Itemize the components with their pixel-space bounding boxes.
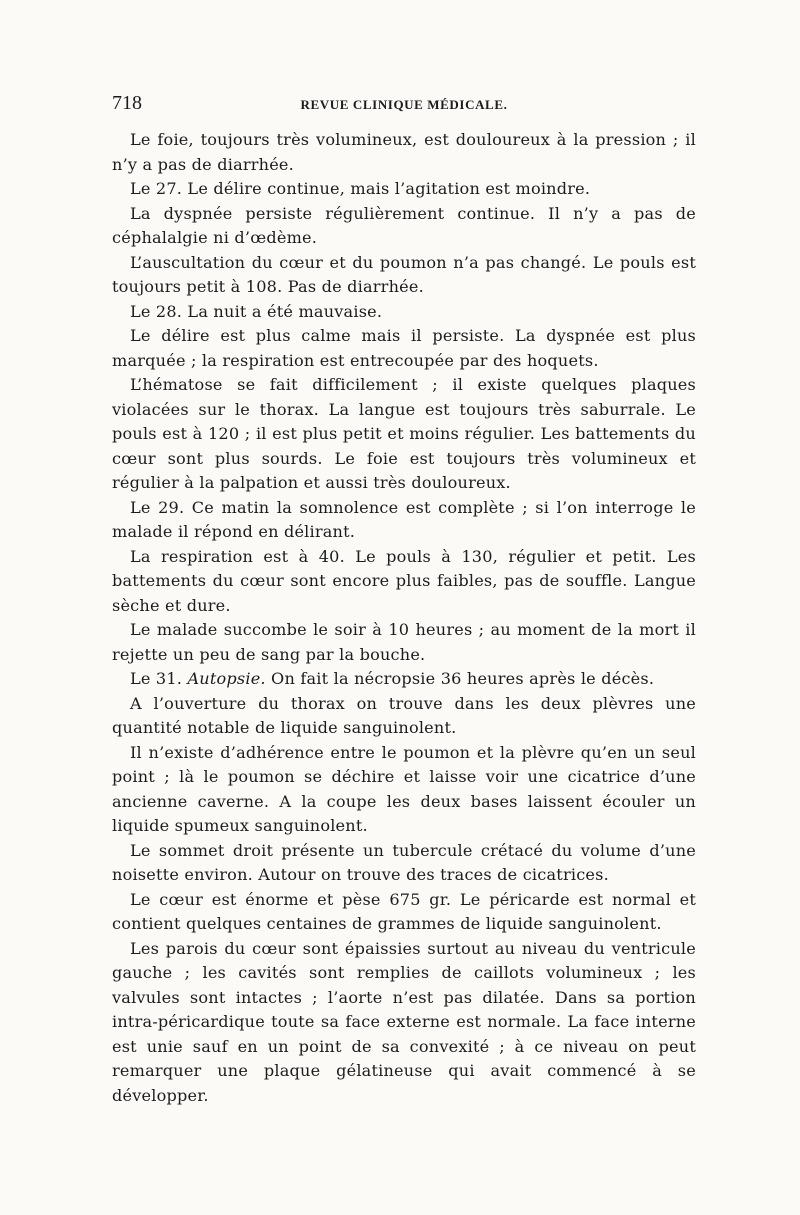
paragraph-autopsy <box>112 667 696 692</box>
page-header <box>112 92 696 122</box>
paragraph: A l’ouverture du thorax on trouve dans les deux plèvres une quantité notable de liquide sanguinolent. <box>112 693 696 737</box>
paragraph: Le cœur est énorme et pèse 675 gr. Le péricarde est normal et contient quelques centaines de grammes de liquide sanguinolent. <box>112 889 696 933</box>
paragraph: La dyspnée persiste régulièrement continue. Il n’y a pas de céphalalgie ni d’œdème. <box>112 203 696 247</box>
paragraph: Le foie, toujours très volumineux, est douloureux à la pression ; il n’y a pas de diarrhée. <box>112 130 696 174</box>
paragraph: L’auscultation du cœur et du poumon n’a pas changé. Le pouls est toujours petit à 108. Pas de diarrhée. <box>112 252 696 296</box>
paragraph: Le 28. La nuit a été mauvaise. <box>130 301 383 321</box>
paragraph: La respiration est à 40. Le pouls à 130, régulier et petit. Les battements du cœur sont encore plus faibles, pas de souffle. Langue sèche et dure. <box>112 546 696 615</box>
paragraph: Le 27. Le délire continue, mais l’agitation est moindre. <box>130 179 591 198</box>
paragraph: Le malade succombe le soir à 10 heures ; au moment de la mort il rejette un peu de sang par la bouche. <box>112 620 696 664</box>
paragraph: Il n’existe d’adhérence entre le poumon et la plèvre qu’en un seul point ; là le poumon se déchire et laisse voir une cicatrice d’une ancienne caverne. A la coupe les deux bases laissent écouler un liquide spumeux sanguinolent. <box>112 742 696 835</box>
running-title: REVUE CLINIQUE MÉDICALE. <box>300 97 508 112</box>
page-number: 718 <box>112 92 142 114</box>
paragraph: Les parois du cœur sont épaissies surtout au niveau du ventricule gauche ; les cavités sont remplies de caillots volumineux ; les valvules sont intactes ; l’aorte n’est pas dilatée. Dans sa portion intra-péricardique toute sa face externe est normale. La face interne est unie sauf en un point de sa convexité ; à ce niveau on peut remarquer une plaque gélatineuse qui avait commencé à se développer. <box>112 938 696 1105</box>
paragraph-rest: On fait la nécropsie 36 heures après le décès. <box>265 669 655 688</box>
paragraph: L’hématose se fait difficilement ; il existe quelques plaques violacées sur le thorax. La langue est toujours très saburrale. Le pouls est à 120 ; il est plus petit et moins régulier. Les battements du cœur sont plus sourds. Le foie est toujours très volumineux et régulier à la palpation et aussi très douloureux. <box>112 375 696 492</box>
body-text <box>112 128 696 1108</box>
autopsy-heading: Autopsie. <box>187 669 266 688</box>
paragraph: Le sommet droit présente un tubercule crétacé du volume d’une noisette environ. Autour on trouve des traces de cicatrices. <box>112 840 696 884</box>
date-lead: Le 31. <box>130 669 188 688</box>
paragraph: Le 29. Ce matin la somnolence est complète ; si l’on interroge le malade il répond en délirant. <box>112 497 696 541</box>
paragraph: Le délire est plus calme mais il persiste. La dyspnée est plus marquée ; la respiration est entrecoupée par des hoquets. <box>112 326 696 370</box>
